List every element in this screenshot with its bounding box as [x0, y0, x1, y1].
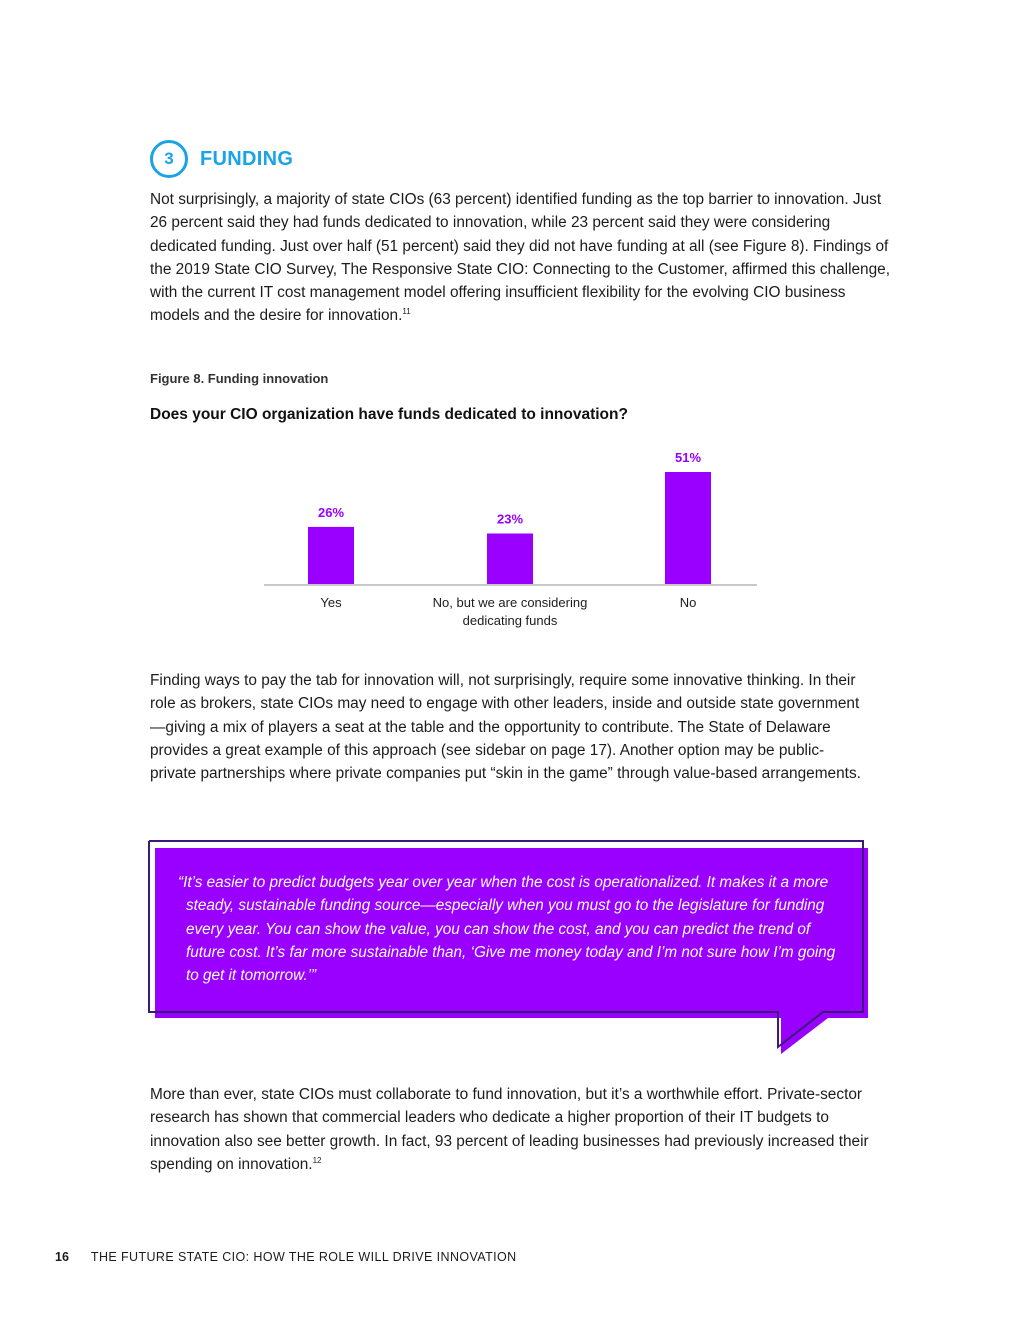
- section-heading: [150, 140, 293, 178]
- bar-value-label-2: 51%: [674, 450, 702, 465]
- footer-title: THE FUTURE STATE CIO: HOW THE ROLE WILL DRIVE INNOVATION: [90, 1250, 517, 1264]
- page-footer: [55, 1250, 517, 1264]
- footnote-ref-12[interactable]: 12: [312, 1155, 322, 1165]
- bar-value-label-0: 26%: [317, 504, 345, 520]
- page-number: 16: [55, 1250, 69, 1264]
- paragraph-intro: [150, 188, 890, 328]
- footnote-ref-11[interactable]: 11: [402, 307, 411, 317]
- section-title: FUNDING: [200, 147, 294, 170]
- figure-caption: Figure 8. Funding innovation: [150, 371, 329, 386]
- section-number-badge: [150, 140, 188, 178]
- figure-question: Does your CIO organization have funds dedicated to innovation?: [150, 406, 628, 423]
- category-label-1-line-1: dedicating funds: [462, 613, 558, 628]
- bar-2: [665, 472, 711, 584]
- funding-bar-chart: [250, 440, 770, 640]
- bar-value-label-1: 23%: [496, 511, 524, 527]
- bar-0: [308, 527, 354, 584]
- category-label-2-line-0: No: [679, 595, 697, 610]
- paragraph-collaboration: [150, 1083, 870, 1176]
- paragraph-intro-text: Not surprisingly, a majority of state CIOs (63 percent) identified funding as the top barrier to innovation. Just 26 percent said they had funds dedicated to innovation, while 23 percent said they were considering dedicated funding. Just over half (51 percent) said they did not have funding at all (see Figure 8). Findings of the 2019 State CIO Survey, The Responsive State CIO: Connecting to the Customer, affirmed this challenge, with the current IT cost management model offering insufficient flexibility for the evolving CIO business models and the desire for innovation.: [150, 191, 891, 325]
- section-number: 3: [164, 149, 174, 168]
- paragraph-collaboration-text: More than ever, state CIOs must collaborate to fund innovation, but it’s a worthwhile effort. Private-sector research has shown that commercial leaders who dedicate a higher proportion of their IT budgets to innovation also see better growth. In fact, 93 percent of leading businesses had previously increased their spending on innovation.: [150, 1086, 869, 1173]
- category-label-0-line-0: Yes: [320, 595, 342, 610]
- bar-1: [487, 533, 533, 584]
- category-label-1-line-0: No, but we are considering: [432, 595, 588, 610]
- paragraph-brokers: Finding ways to pay the tab for innovation will, not surprisingly, require some innovative thinking. In their role as brokers, state CIOs may need to engage with other leaders, inside and outside state government—giving a mix of players a seat at the table and the opportunity to contribute. The State of Delaware provides a great example of this approach (see sidebar on page 17). Another option may be public-private partnerships where private companies put “skin in the game” through value-based arrangements.: [150, 672, 861, 783]
- pull-quote: “It’s easier to predict budgets year over year when the cost is operationalized. It makes it a more steady, sustainable funding source—especially when you must go to the legislature for funding every year. You can show the value, you can show the cost, and you can predict the trend of future cost. It’s far more sustainable than, ‘Give me money today and I’m not sure how I’m going to get it tomorrow.’”: [178, 874, 836, 985]
